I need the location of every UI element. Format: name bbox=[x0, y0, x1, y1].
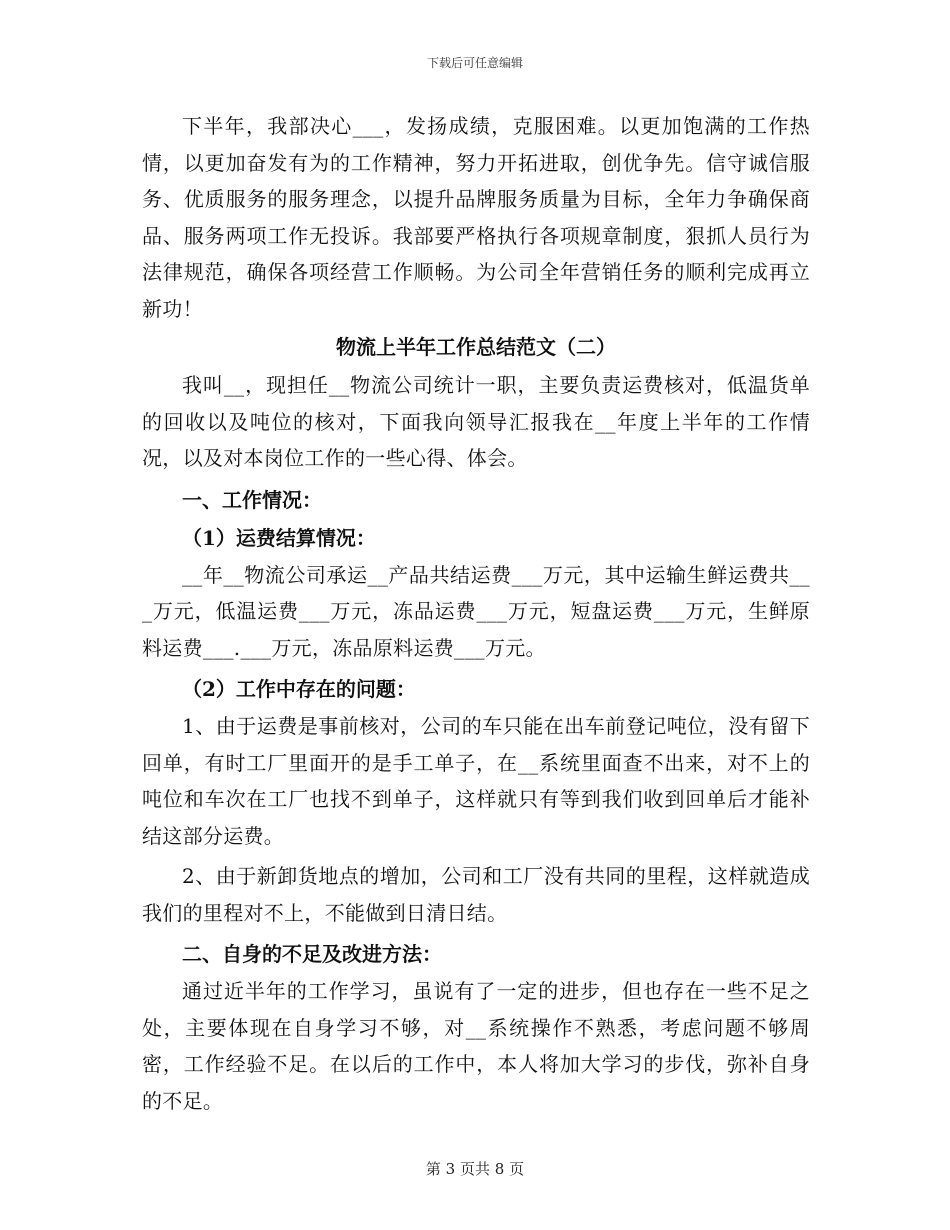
heading-work-status: 一、工作情况： bbox=[182, 487, 322, 512]
paragraph-plan: 下半年，我部决心___，发扬成绩，克服困难。以更加饱满的工作热情，以更加奋发有为的工作精神，努力开拓进取，创优争先。信守诚信服务、优质服务的服务理念，以提升品牌服务质量为目标，全年力争确保商品、服务两项工作无投诉。我部要严格执行各项规章制度，狠抓人员行为法律规范，确保各项经营工作顺畅。为公司全年营销任务的顺利完成再立新功！ bbox=[142, 114, 810, 321]
subheading-freight-settlement: （1）运费结算情况： bbox=[182, 525, 376, 550]
document-body bbox=[142, 108, 810, 1119]
paragraph-problem-1: 1、由于运费是事前核对，公司的车只能在出车前登记吨位，没有留下回单，有时工厂里面开的是手工单子，在__系统里面查不出来，对不上的吨位和车次在工厂也找不到单子，这样就只有等到我们收到回单后才能补结这部分运费。 bbox=[142, 714, 810, 848]
paragraph-problem-2: 2、由于新卸货地点的增加，公司和工厂没有共同的里程，这样就造成我们的里程对不上，不能做到日清日结。 bbox=[142, 864, 810, 925]
subheading-problems: （2）工作中存在的问题： bbox=[182, 677, 416, 701]
page-footer: 第 3 页共 8 页 bbox=[425, 1160, 525, 1178]
section-title: 物流上半年工作总结范文（二） bbox=[336, 335, 616, 359]
paragraph-intro: 我叫__，现担任__物流公司统计一职，主要负责运费核对，低温货单的回收以及吨位的核对，下面我向领导汇报我在__年度上半年的工作情况，以及对本岗位工作的一些心得、体会。 bbox=[142, 373, 810, 470]
page-header: 下载后可任意编辑 bbox=[426, 56, 523, 70]
heading-shortcomings: 二、自身的不足及改进方法： bbox=[182, 942, 442, 966]
paragraph-improvement: 通过近半年的工作学习，虽说有了一定的进步，但也存在一些不足之处，主要体现在自身学习不够，对__系统操作不熟悉，考虑问题不够周密，工作经验不足。在以后的工作中，本人将加大学习的步伐，弥补自身的不足。 bbox=[142, 979, 810, 1113]
paragraph-freight-details: __年__物流公司承运__产品共结运费___万元，其中运输生鲜运费共___万元，低温运费___万元，冻品运费___万元，短盘运费___万元，生鲜原料运费___.___万元，冻品原料运费___万元。 bbox=[142, 562, 810, 660]
